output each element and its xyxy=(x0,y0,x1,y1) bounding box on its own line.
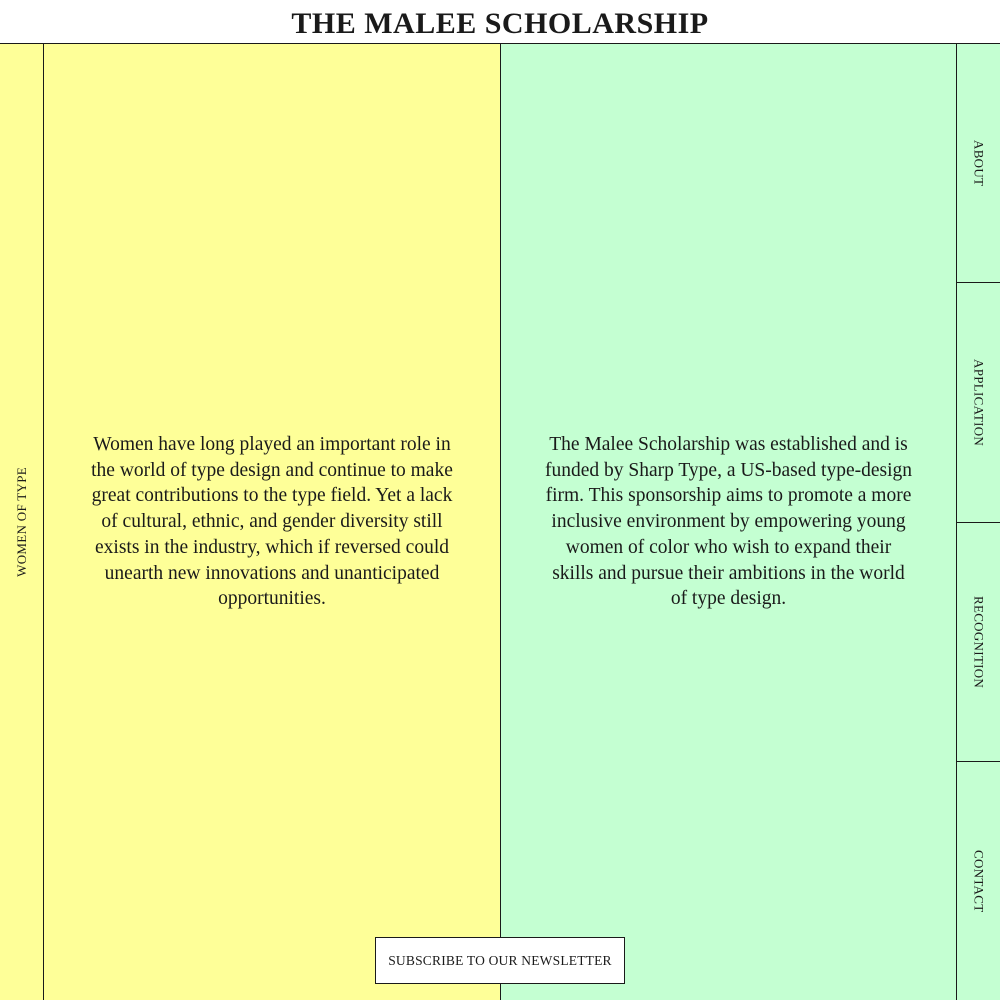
nav-item-recognition[interactable] xyxy=(957,523,1000,762)
subscribe-newsletter-button[interactable]: SUBSCRIBE TO OUR NEWSLETTER xyxy=(375,937,625,984)
right-nav xyxy=(956,44,1000,1000)
nav-item-label: ABOUT xyxy=(971,139,987,187)
site-header xyxy=(0,0,1000,44)
women-of-type-label: WOMEN OF TYPE xyxy=(13,467,29,577)
intro-text: Women have long played an important role in the world of type design and continue to make great contributions to the type field. Yet a lack of cultural, ethnic, and gender diversity still exists in the industry, which if reversed could unearth new innovations and unanticipated opportunities. xyxy=(91,433,453,610)
intro-panel xyxy=(44,44,501,1000)
about-text: The Malee Scholarship was established and is funded by Sharp Type, a US-based type-design firm. This sponsorship aims to promote a more inclusive environment by empowering young women of color who wish to expand their skills and pursue their ambitions in the world of type design. xyxy=(544,433,913,610)
nav-item-contact[interactable] xyxy=(957,762,1000,1000)
nav-item-label: RECOGNITION xyxy=(971,595,987,688)
about-panel xyxy=(501,44,956,1000)
left-strip xyxy=(0,44,44,1000)
nav-item-label: CONTACT xyxy=(971,849,987,913)
site-title[interactable]: THE MALEE SCHOLARSHIP xyxy=(291,6,709,40)
nav-item-application[interactable] xyxy=(957,283,1000,522)
nav-item-label: APPLICATION xyxy=(971,358,987,446)
nav-item-about[interactable] xyxy=(957,44,1000,283)
